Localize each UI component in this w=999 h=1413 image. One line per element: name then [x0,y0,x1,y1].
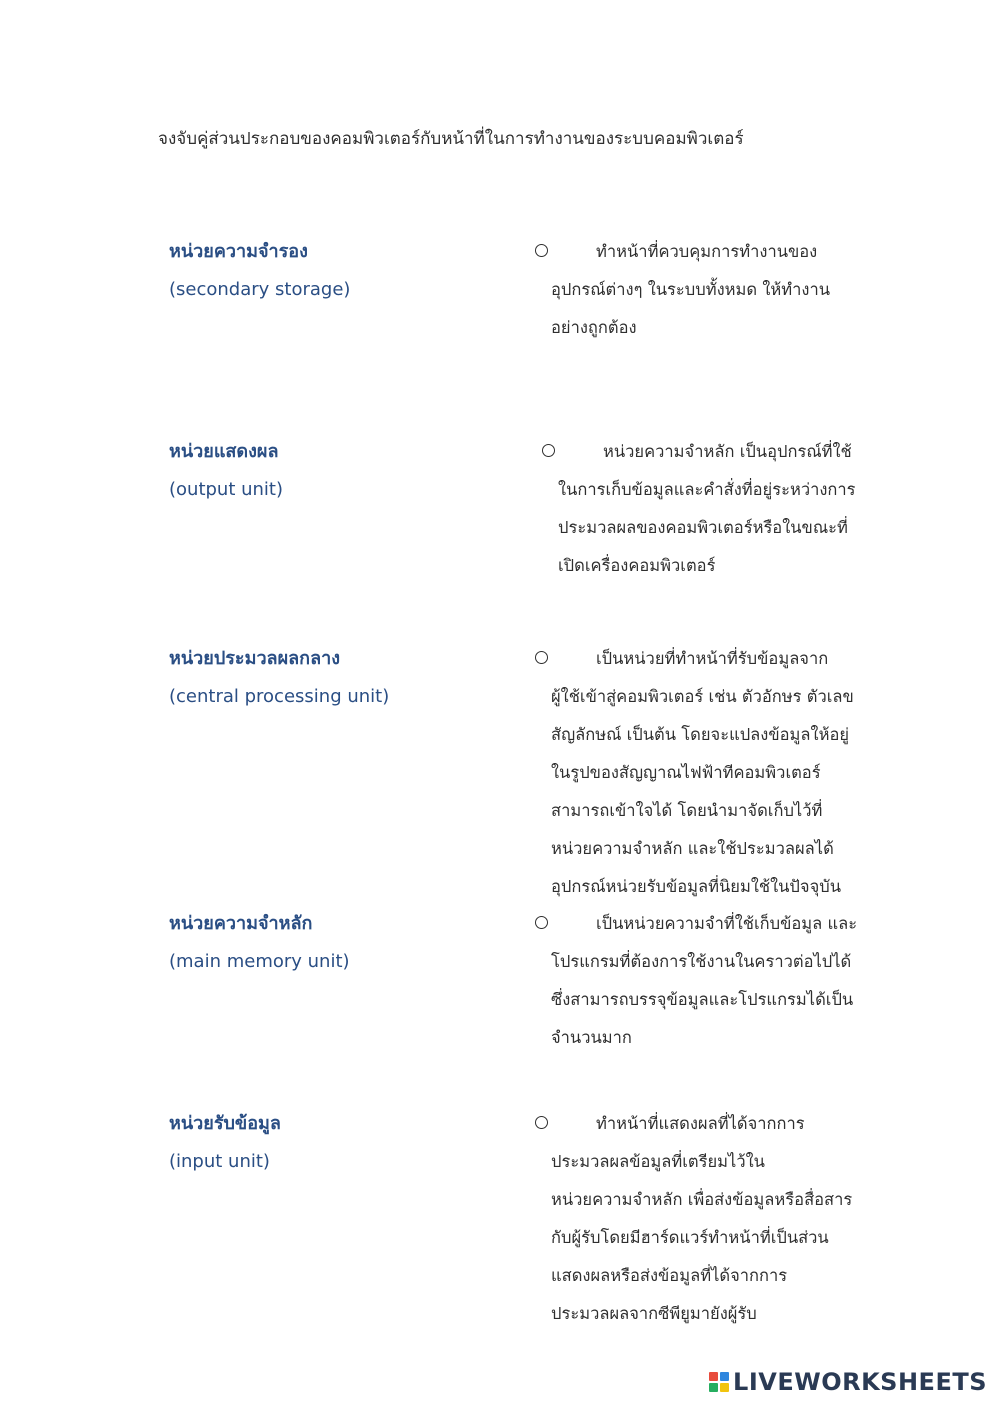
description-4[interactable] [551,905,911,1057]
description-line: สามารถเข้าใจได้ โดยนำมาจัดเก็บไว้ที่ [551,801,823,820]
term-thai-label: หน่วยรับข้อมูล [169,1113,281,1134]
description-line: จำนวนมาก [551,1028,632,1047]
description-line: ประมวลผลของคอมพิวเตอร์หรือในขณะที่ [558,518,848,537]
instruction-text: จงจับคู่ส่วนประกอบของคอมพิวเตอร์กับหน้าที่ในการทำงานของระบบคอมพิวเตอร์ [158,129,744,149]
description-line: ทำหน้าที่แสดงผลที่ได้จากการ [551,1105,911,1143]
description-line: ผู้ใช้เข้าสู่คอมพิวเตอร์ เช่น ตัวอักษร ตัวเลข [551,687,854,706]
term-secondary-storage [169,233,350,309]
description-line: หน่วยความจำหลัก เป็นอุปกรณ์ที่ใช้ [558,433,918,471]
description-line: เปิดเครื่องคอมพิวเตอร์ [558,556,716,575]
liveworksheets-logo-icon [709,1372,729,1392]
description-line: อุปกรณ์ต่างๆ ในระบบทั้งหมด ให้ทำงาน [551,280,831,299]
term-thai-label: หน่วยประมวลผลกลาง [169,648,340,669]
description-5[interactable] [551,1105,911,1333]
logo-square [720,1372,729,1381]
description-line: เป็นหน่วยที่ทำหน้าที่รับข้อมูลจาก [551,640,911,678]
description-line: ประมวลผลข้อมูลที่เตรียมไว้ใน [551,1152,765,1171]
match-circle-icon[interactable] [542,444,555,457]
logo-square [720,1383,729,1392]
match-circle-icon[interactable] [535,1116,548,1129]
term-english-label: (input unit) [169,1151,270,1172]
description-3[interactable] [551,640,911,906]
description-2[interactable] [558,433,918,585]
liveworksheets-logo[interactable] [709,1368,987,1396]
term-english-label: (main memory unit) [169,951,350,972]
term-main-memory-unit [169,905,350,981]
term-thai-label: หน่วยความจำหลัก [169,913,313,934]
term-english-label: (central processing unit) [169,686,390,707]
description-line: ทำหน้าที่ควบคุมการทำงานของ [551,233,911,271]
description-line: แสดงผลหรือส่งข้อมูลที่ได้จากการ [551,1266,788,1285]
description-line: สัญลักษณ์ เป็นต้น โดยจะแปลงข้อมูลให้อยู่ [551,725,850,744]
description-line: เป็นหน่วยความจำที่ใช้เก็บข้อมูล และ [551,905,911,943]
term-english-label: (secondary storage) [169,279,351,300]
description-line: หน่วยความจำหลัก เพื่อส่งข้อมูลหรือสื่อสาร [551,1190,853,1209]
match-circle-icon[interactable] [535,244,548,257]
logo-text: LIVEWORKSHEETS [733,1368,987,1396]
description-line: กับผู้รับโดยมีฮาร์ดแวร์ทำหน้าที่เป็นส่วน [551,1228,829,1247]
term-input-unit [169,1105,281,1181]
description-line: ในการเก็บข้อมูลและคำสั่งที่อยู่ระหว่างการ [558,480,856,499]
match-circle-icon[interactable] [535,651,548,664]
description-1[interactable] [551,233,911,347]
term-central-processing-unit [169,640,389,716]
description-line: ประมวลผลจากซีพียูมายังผู้รับ [551,1304,757,1323]
term-english-label: (output unit) [169,479,284,500]
match-circle-icon[interactable] [535,916,548,929]
description-line: โปรแกรมที่ต้องการใช้งานในคราวต่อไปได้ [551,952,852,971]
description-line: ซึ่งสามารถบรรจุข้อมูลและโปรแกรมได้เป็น [551,990,854,1009]
logo-square [709,1383,718,1392]
term-thai-label: หน่วยความจำรอง [169,241,308,262]
description-line: ในรูปของสัญญาณไฟฟ้าทีคอมพิวเตอร์ [551,763,821,782]
description-line: อย่างถูกต้อง [551,318,637,337]
term-thai-label: หน่วยแสดงผล [169,441,279,462]
description-line: อุปกรณ์หน่วยรับข้อมูลที่นิยมใช้ในปัจจุบัน [551,877,841,896]
description-line: หน่วยความจำหลัก และใช้ประมวลผลได้ [551,839,834,858]
logo-square [709,1372,718,1381]
term-output-unit [169,433,283,509]
